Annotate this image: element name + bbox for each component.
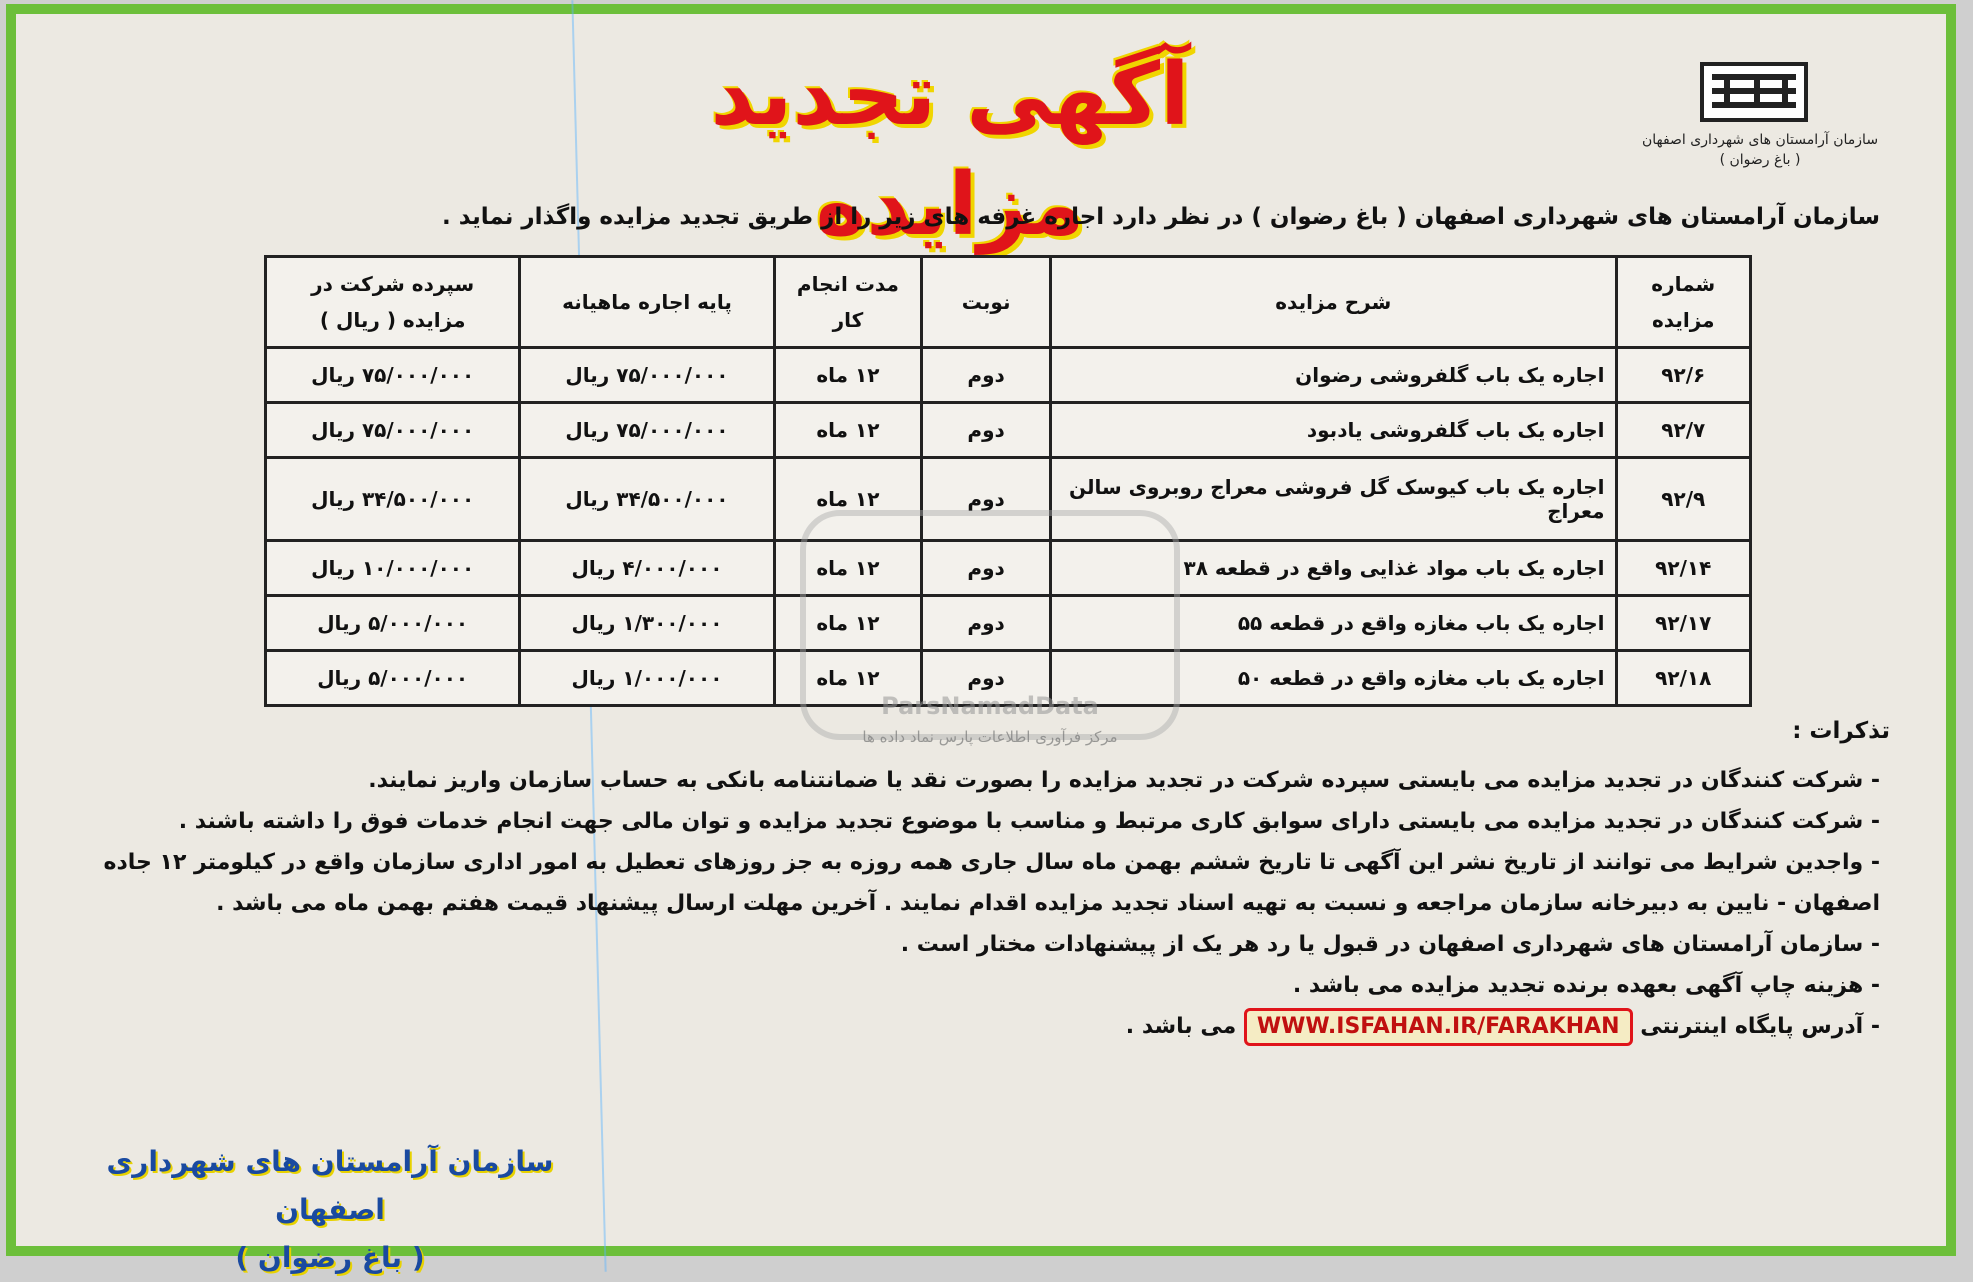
cell-duration: ۱۲ ماه <box>774 541 922 596</box>
cell-description: اجاره یک باب مغازه واقع در قطعه ۵۰ <box>1051 651 1617 706</box>
organization-header <box>1610 130 1910 170</box>
cell-description: اجاره یک باب کیوسک گل فروشی معراج روبروی سالن معراج <box>1051 458 1617 541</box>
cell-number: ۹۲/۱۷ <box>1616 596 1751 651</box>
website-prefix: - آدرس پایگاه اینترنتی <box>1640 1014 1880 1039</box>
header-base-rent: پایه اجاره ماهیانه <box>520 257 774 348</box>
cell-base-rent: ۷۵/۰۰۰/۰۰۰ ریال <box>520 403 774 458</box>
website-suffix: می باشد . <box>1125 1014 1237 1039</box>
cell-round: دوم <box>922 651 1051 706</box>
note-item: - شرکت کنندگان در تجدید مزایده می بایستی سپرده شرکت در تجدید مزایده را بصورت نقد یا ضمانتنامه بانکی به حساب سازمان واریز نمایند. <box>368 768 1880 793</box>
table-header-row <box>266 257 1751 348</box>
cell-round: دوم <box>922 458 1051 541</box>
cell-base-rent: ۱/۰۰۰/۰۰۰ ریال <box>520 651 774 706</box>
watermark-brand: ParsNamadData <box>881 692 1099 720</box>
page-title: آگهی تجدید مزایده <box>710 45 1190 255</box>
notes-list <box>40 760 1880 1047</box>
cell-deposit: ۷۵/۰۰۰/۰۰۰ ریال <box>266 348 520 403</box>
cell-round: دوم <box>922 348 1051 403</box>
note-item: - واجدین شرایط می توانند از تاریخ نشر این آگهی تا تاریخ ششم بهمن ماه سال جاری همه روزه به جز روزهای تعطیل به امور اداری سازمان واقع در کیلومتر ۱۲ جاده اصفهان - نایین به دبیرخانه سازمان مراجعه و نسبت به تهیه اسناد تجدید مزایده اقدام نمایند . آخرین مهلت ارسال پیشنهاد قیمت هفتم بهمن ماه می باشد . <box>103 850 1880 916</box>
note-item: - شرکت کنندگان در تجدید مزایده می بایستی دارای سوابق کاری مرتبط و مناسب با موضوع تجدید مزایده و توان مالی جهت انجام خدمات فوق را داشته باشند . <box>178 809 1880 834</box>
cell-number: ۹۲/۶ <box>1616 348 1751 403</box>
cell-base-rent: ۴/۰۰۰/۰۰۰ ریال <box>520 541 774 596</box>
cell-deposit: ۷۵/۰۰۰/۰۰۰ ریال <box>266 403 520 458</box>
cell-number: ۹۲/۷ <box>1616 403 1751 458</box>
cell-base-rent: ۱/۳۰۰/۰۰۰ ریال <box>520 596 774 651</box>
cell-deposit: ۳۴/۵۰۰/۰۰۰ ریال <box>266 458 520 541</box>
header-number: شماره مزایده <box>1616 257 1751 348</box>
cell-description: اجاره یک باب گلفروشی یادبود <box>1051 403 1617 458</box>
notes-title: تذکرات : <box>1792 718 1890 744</box>
signature-sub: ( باغ رضوان ) <box>235 1241 425 1274</box>
signature-block <box>50 1138 610 1282</box>
cell-description: اجاره یک باب مغازه واقع در قطعه ۵۵ <box>1051 596 1617 651</box>
cell-duration: ۱۲ ماه <box>774 348 922 403</box>
cell-round: دوم <box>922 541 1051 596</box>
cell-base-rent: ۳۴/۵۰۰/۰۰۰ ریال <box>520 458 774 541</box>
header-round: نوبت <box>922 257 1051 348</box>
cell-deposit: ۵/۰۰۰/۰۰۰ ریال <box>266 596 520 651</box>
cell-base-rent: ۷۵/۰۰۰/۰۰۰ ریال <box>520 348 774 403</box>
cell-round: دوم <box>922 596 1051 651</box>
cell-deposit: ۱۰/۰۰۰/۰۰۰ ریال <box>266 541 520 596</box>
cell-duration: ۱۲ ماه <box>774 403 922 458</box>
intro-paragraph: سازمان آرامستان های شهرداری اصفهان ( باغ رضوان ) در نظر دارد اجاره غرفه های زیر را از طریق تجدید مزایده واگذار نماید . <box>442 204 1880 230</box>
header-description: شرح مزایده <box>1051 257 1617 348</box>
organization-logo-icon <box>1700 62 1808 122</box>
note-item: - سازمان آرامستان های شهرداری اصفهان در قبول یا رد هر یک از پیشنهادات مختار است . <box>900 932 1880 957</box>
header-duration: مدت انجام کار <box>774 257 922 348</box>
cell-duration: ۱۲ ماه <box>774 651 922 706</box>
cell-description: اجاره یک باب مواد غذایی واقع در قطعه ۳۸ <box>1051 541 1617 596</box>
cell-number: ۹۲/۹ <box>1616 458 1751 541</box>
note-website <box>40 1006 1880 1047</box>
table-row <box>266 348 1751 403</box>
cell-duration: ۱۲ ماه <box>774 596 922 651</box>
signature-org: سازمان آرامستان های شهرداری اصفهان <box>106 1145 554 1226</box>
table-row <box>266 403 1751 458</box>
cell-number: ۹۲/۱۴ <box>1616 541 1751 596</box>
cell-number: ۹۲/۱۸ <box>1616 651 1751 706</box>
organization-name: سازمان آرامستان های شهرداری اصفهان <box>1641 132 1879 148</box>
watermark-tagline: مرکز فرآوری اطلاعات پارس نماد داده ها <box>862 728 1118 746</box>
note-item: - هزینه چاپ آگهی بعهده برنده تجدید مزایده می باشد . <box>1292 973 1880 998</box>
cell-deposit: ۵/۰۰۰/۰۰۰ ریال <box>266 651 520 706</box>
organization-subname: ( باغ رضوان ) <box>1719 152 1801 168</box>
cell-duration: ۱۲ ماه <box>774 458 922 541</box>
cell-description: اجاره یک باب گلفروشی رضوان <box>1051 348 1617 403</box>
header-deposit: سپرده شرکت در مزایده ( ریال ) <box>266 257 520 348</box>
website-link[interactable]: WWW.ISFAHAN.IR/FARAKHAN <box>1244 1008 1633 1046</box>
cell-round: دوم <box>922 403 1051 458</box>
